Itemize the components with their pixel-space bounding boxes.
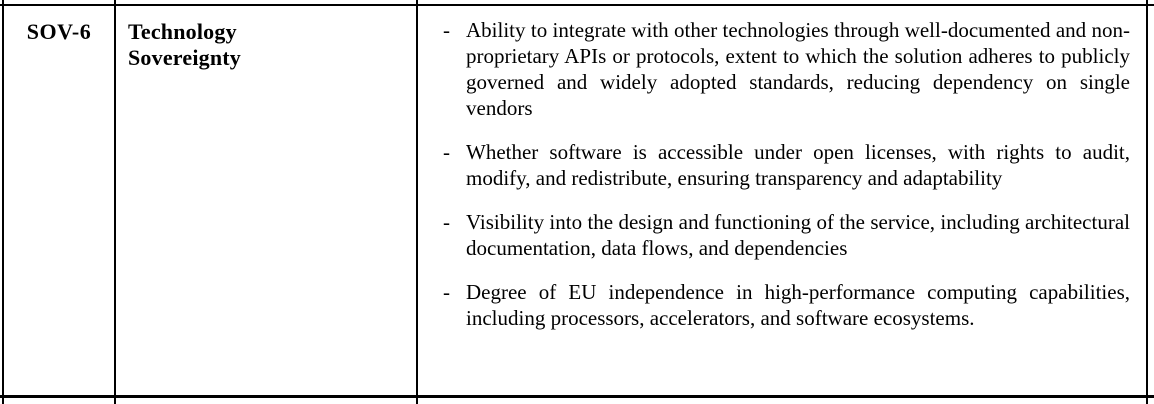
- criteria-text: Ability to integrate with other technologies through well-documented and non-proprietary APIs or protocols, extent to which the solution adheres to publicly governed and widely adopted standards, reducing dependency on single vendors: [466, 18, 1130, 120]
- table-border-col2-col3: [416, 0, 418, 404]
- criteria-text: Degree of EU independence in high-performance computing capabilities, including processors, accelerators, and software ecosystems.: [466, 280, 1130, 330]
- dash-bullet-icon: -: [443, 280, 450, 304]
- dash-bullet-icon: -: [443, 18, 450, 42]
- criteria-item: [443, 209, 1130, 261]
- criteria-cell: [443, 17, 1130, 331]
- dash-bullet-icon: -: [443, 140, 450, 164]
- requirement-id: SOV-6: [26, 19, 92, 44]
- criteria-text: Whether software is accessible under open licenses, with rights to audit, modify, and redistribute, ensuring transparency and adaptability: [466, 140, 1130, 190]
- dash-bullet-icon: -: [443, 210, 450, 234]
- table-border-left: [2, 0, 4, 404]
- category-cell: [128, 19, 308, 71]
- table-border-row-top: [0, 4, 1154, 6]
- criteria-item: [443, 279, 1130, 331]
- criteria-item: [443, 17, 1130, 121]
- criteria-text: Visibility into the design and functioning of the service, including architectural documentation, data flows, and dependencies: [466, 210, 1130, 260]
- table-border-right: [1146, 0, 1148, 404]
- requirement-id-cell: [4, 19, 114, 45]
- criteria-item: [443, 139, 1130, 191]
- table-border-col1-col2: [114, 0, 116, 404]
- category-label: Technology Sovereignty: [128, 19, 242, 70]
- table-border-row-bottom: [0, 395, 1154, 398]
